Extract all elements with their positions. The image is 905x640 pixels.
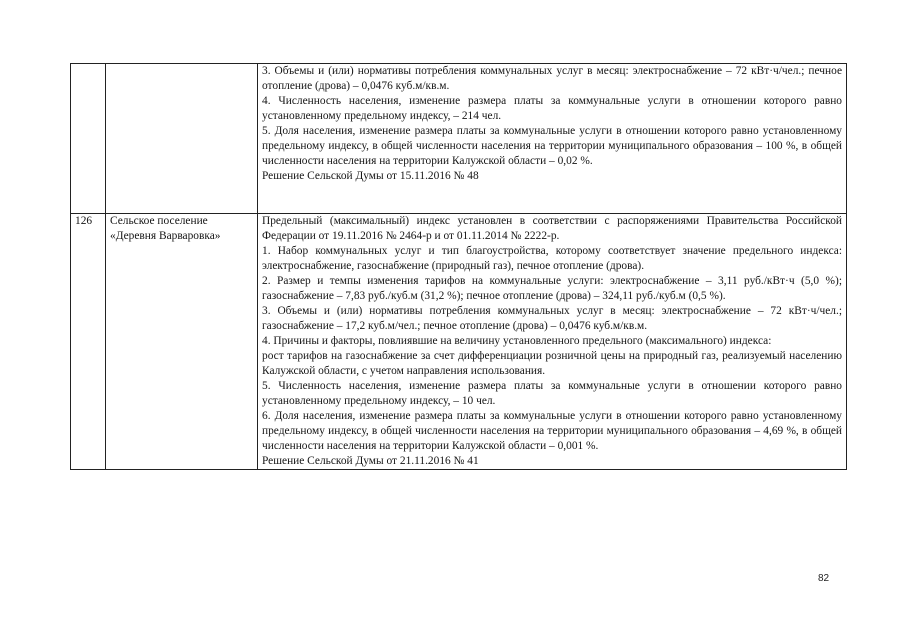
paragraph: 4. Причины и факторы, повлиявшие на величину установленного предельного (максимального) индекса: [262,335,772,347]
details-cell [258,214,847,470]
paragraph: 2. Размер и темпы изменения тарифов на коммунальные услуги: электроснабжение – 3,11 руб./кВт·ч (5,0 %); газоснабжение – 7,83 руб./куб.м (31,2 %); печное отопление (дрова) – 324,11 руб./куб.м (0,5 %). [262,275,842,302]
paragraph: 1. Набор коммунальных услуг и тип благоустройства, которому соответствует значение предельного индекса: электроснабжение, газоснабжение (природный газ), печное отопление (дрова). [262,245,842,272]
paragraph: Решение Сельской Думы от 15.11.2016 № 48 [262,170,479,182]
municipality-name-cell [106,64,258,214]
paragraph: 3. Объемы и (или) нормативы потребления коммунальных услуг в месяц: электроснабжение – 72 кВт·ч/чел.; печное отопление (дрова) – 0,0476 куб.м/кв.м. [262,65,842,92]
table-row [71,64,847,214]
paragraph: 3. Объемы и (или) нормативы потребления коммунальных услуг в месяц: электроснабжение – 72 кВт·ч/чел.; газоснабжение – 17,2 куб.м/чел.; печное отопление (дрова) – 0,0476 куб.м/кв.м. [262,305,842,332]
page-number: 82 [818,573,830,584]
paragraph: Решение Сельской Думы от 21.11.2016 № 41 [262,455,479,467]
paragraph: 5. Доля населения, изменение размера платы за коммунальные услуги в отношении которого равно установленному предельному индексу, в общей численности населения на территории муниципального образования – 100 %, в общей численности населения на территории Калужской области – 0,02 %. [262,125,842,167]
municipality-table [70,63,847,470]
details-cell [258,64,847,214]
paragraph: 4. Численность населения, изменение размера платы за коммунальные услуги в отношении которого равно установленному предельному индексу, – 214 чел. [262,95,842,122]
paragraph: Предельный (максимальный) индекс установлен в соответствии с распоряжениями Правительства Российской Федерации от 19.11.2016 № 2464-р и от 01.11.2014 № 2222-р. [262,215,842,242]
row-number-cell [71,64,106,214]
paragraph: 6. Доля населения, изменение размера платы за коммунальные услуги в отношении которого равно установленному предельному индексу, в общей численности населения на территории муниципального образования – 4,69 %, в общей численности населения на территории Калужской области – 0,001 %. [262,410,842,452]
table-row [71,214,847,470]
municipality-name-cell: Сельское поселение «Деревня Варваровка» [106,214,258,470]
row-number-cell: 126 [71,214,106,470]
paragraph: рост тарифов на газоснабжение за счет дифференциации розничной цены на природный газ, реализуемый населению Калужской области, с учетом направления использования. [262,350,842,377]
paragraph: 5. Численность населения, изменение размера платы за коммунальные услуги в отношении которого равно установленному предельному индексу, – 10 чел. [262,380,842,407]
